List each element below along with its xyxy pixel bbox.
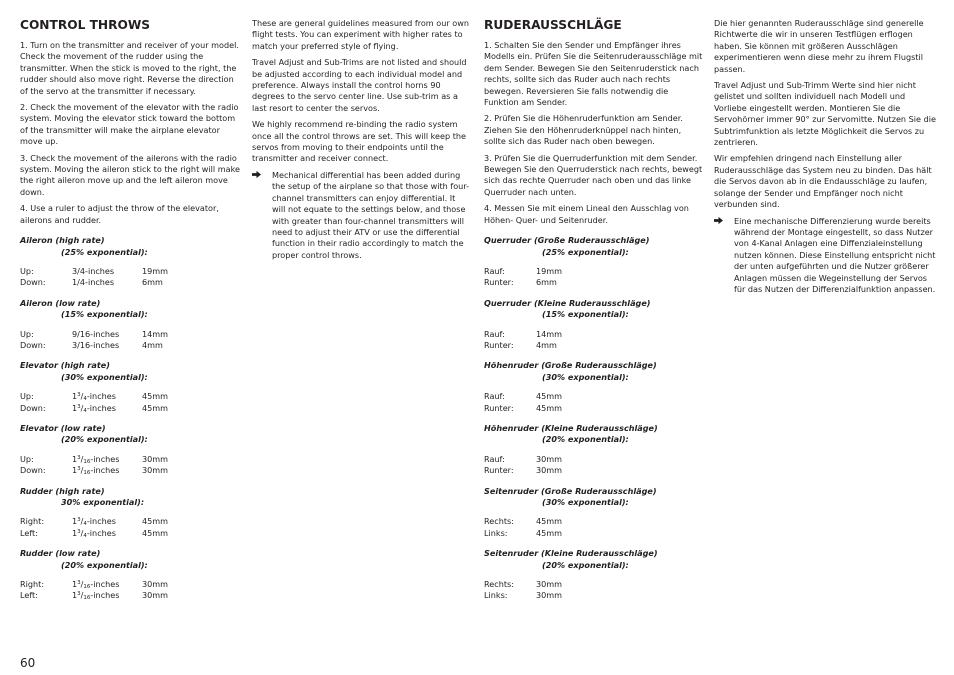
section-rows: [484, 266, 704, 289]
throw-section: [484, 423, 704, 477]
throw-row: [484, 329, 704, 340]
section-subtitle: (30% exponential):: [542, 371, 629, 382]
throw-section: [484, 235, 704, 289]
section-rows: [20, 454, 242, 477]
throw-mm: 30mm: [142, 453, 169, 464]
arrow-right-icon: [252, 170, 272, 261]
english-guideline-paragraph: These are general guidelines measured from our own flight tests. You can experiment with higher rates to match your preferred style of flying.: [252, 18, 469, 51]
throw-section: [484, 360, 704, 414]
section-rows: [484, 516, 704, 539]
english-note-text: Mechanical differential has been added during the setup of the airplane so that those with four-channel transmitters can enjoy differential. It will not equate to the settings below, and those with greater than four-channel transmitters will need to adjust their ATV or use the differential function in their radio accordingly to match the proper control throws.: [272, 169, 470, 260]
english-intro-1: 1. Turn on the transmitter and receiver of your model. Check the movement of the rudder using the transmitter. When the stick is moved to the right, the rudder should also move right. Reverse the direction of the servo at the transmitter if necessary.: [20, 40, 239, 96]
throw-row: [484, 391, 704, 402]
arrow-right-icon: [714, 216, 734, 296]
throw-row: [484, 266, 704, 277]
english-intro-3: 3. Check the movement of the ailerons with the radio system. Moving the aileron stick to the right will make the right aileron move up and the left aileron move down.: [20, 152, 240, 197]
throw-row: [20, 579, 242, 590]
throw-mm: 30mm: [536, 465, 563, 476]
german-note-text: Eine mechanische Differenzierung wurde bereits während der Montage eingestellt, so dass Nutzer von 4-Kanal Anlagen eine Diffenzialeinstellung nutzen können. Diese Einstellung entspricht nicht der unten aufgeführten und die Nutzer größerer Anlagen müssen die Wegeinstellung der Servos für das Nutzen der Differenzialfunktion anpassen.: [734, 215, 936, 294]
english-heading: CONTROL THROWS: [20, 18, 151, 32]
section-title: Elevator (high rate): [20, 360, 110, 371]
fraction-numerator: 3: [77, 580, 81, 587]
throw-section: [484, 486, 704, 540]
throw-inches: $1^3/_4$-inches: [72, 391, 116, 403]
inch-whole: 1: [72, 579, 78, 590]
section-subtitle: (20% exponential):: [542, 559, 629, 570]
english-rebind-paragraph: We highly recommend re-binding the radio system once all the control throws are set. This will keep the servos from moving to their endpoints until the transmitter and receiver connect.: [252, 119, 466, 164]
inch-unit: -inches: [86, 391, 116, 402]
english-travel-adjust-paragraph: Travel Adjust and Sub-Trims are not listed and should be adjusted according to each individual model and preference. Always install the control horns 90 degrees to the servo center line. Use sub-trim as a last resort to center the servos.: [252, 57, 467, 113]
german-guideline-paragraph: Die hier genannten Ruderausschläge sind generelle Richtwerte die wir in unseren Testflügen erflogen haben. Sie können mit größeren Ausschlägen experimentieren wenn diese mehr zu ihrem Flugstil passen.: [714, 18, 924, 74]
throw-row: [484, 454, 704, 465]
english-column-2: [252, 18, 470, 261]
section-subtitle: (20% exponential):: [542, 434, 629, 445]
throw-row: [484, 579, 704, 590]
throw-direction: Right:: [20, 516, 45, 527]
section-rows: [20, 391, 242, 414]
throw-direction: Up:: [20, 453, 34, 464]
throw-mm: 45mm: [536, 516, 563, 527]
throw-mm: 45mm: [536, 391, 563, 402]
section-title: Rudder (high rate): [20, 485, 105, 496]
inch-whole: 1/4-inches: [72, 277, 115, 288]
throw-section: [484, 548, 704, 602]
section-rows: [20, 516, 242, 539]
throw-row: [484, 465, 704, 476]
english-column-1: [20, 18, 242, 602]
throw-row: [20, 277, 242, 288]
inch-whole: 1: [72, 402, 78, 413]
throw-mm: 19mm: [536, 265, 563, 276]
inch-whole: 3/16-inches: [72, 339, 120, 350]
throw-row: [20, 329, 242, 340]
inch-unit: -inches: [90, 579, 120, 590]
throw-mm: 30mm: [536, 453, 563, 464]
section-rows: [484, 454, 704, 477]
inch-unit: -inches: [86, 527, 116, 538]
throw-mm: 45mm: [142, 391, 169, 402]
throw-inches: [72, 266, 142, 277]
section-subtitle: (30% exponential):: [542, 497, 629, 507]
inch-unit: -inches: [86, 402, 116, 413]
throw-direction: Runter:: [484, 402, 514, 413]
throw-mm: 30mm: [142, 465, 169, 476]
throw-mm: 14mm: [142, 328, 169, 339]
throw-direction: Down:: [20, 402, 46, 413]
throw-mm: 30mm: [536, 590, 563, 601]
inch-whole: 9/16-inches: [72, 328, 120, 339]
german-intro-2: 2. Prüfen Sie die Höhenruderfunktion am Sender. Ziehen Sie den Höhenruderknüppel nach hinten, sollte sich das Ruder nach oben bewegen.: [484, 113, 683, 147]
throw-row: [484, 403, 704, 414]
fraction-denominator: 4: [83, 521, 87, 528]
throw-mm: 4mm: [536, 339, 557, 350]
german-intro-3: 3. Prüfen Sie die Querruderfunktion mit dem Sender. Bewegen Sie den Querruderstick nach rechts, bewegt sich das rechte Querruder nach oben und das linke Querruder nach unten.: [484, 152, 703, 197]
throw-row: [20, 590, 242, 601]
fraction-denominator: 16: [83, 458, 91, 465]
throw-mm: 6mm: [536, 277, 557, 288]
fraction-numerator: 3: [77, 517, 81, 524]
throw-direction: Rauf:: [484, 328, 505, 339]
throw-direction: Runter:: [484, 465, 514, 476]
throw-direction: Right:: [20, 579, 45, 590]
throw-direction: Down:: [20, 277, 46, 288]
throw-mm: 45mm: [536, 527, 563, 538]
section-title: Aileron (high rate): [20, 235, 105, 246]
german-travel-adjust-paragraph: Travel Adjust und Sub-Trimm Werte sind hier nicht gelistet und sollten individuell nach Modell und Vorliebe eingestellt werden. Montieren Sie die Servohörner immer 90° zur Servomitte. Nutzen Sie die Subtrimfunktion als letzte Möglichkeit die Servos zu zentrieren.: [714, 80, 936, 148]
throw-mm: 30mm: [142, 579, 169, 590]
throw-row: [20, 516, 242, 527]
german-column-2: [714, 18, 936, 295]
fraction-numerator: 3: [77, 454, 81, 461]
section-rows: [484, 579, 704, 602]
throw-row: [20, 340, 242, 351]
inch-whole: 1: [72, 590, 78, 601]
inch-unit: -inches: [90, 465, 120, 476]
page-number: 60: [20, 656, 36, 670]
inch-whole: 1: [72, 516, 78, 527]
german-column-1: [484, 18, 704, 602]
english-throw-sections: [20, 235, 242, 602]
section-subtitle: (25% exponential):: [542, 246, 629, 257]
throw-direction: Down:: [20, 339, 46, 350]
german-throw-sections: [484, 235, 704, 602]
fraction-numerator: 3: [77, 528, 81, 535]
english-intro-2: 2. Check the movement of the elevator with the radio system. Moving the elevator stick toward the bottom of the transmitter will make the airplane elevator move up.: [20, 102, 239, 147]
throw-row: [20, 403, 242, 414]
throw-direction: Runter:: [484, 339, 514, 350]
throw-inches: $1^3/_{16}$-inches: [72, 579, 120, 591]
throw-mm: 45mm: [142, 516, 169, 527]
section-title: Höhenruder (Große Ruderausschläge): [484, 360, 657, 371]
section-title: Querruder (Kleine Ruderausschläge): [484, 297, 651, 308]
throw-section: [20, 548, 242, 602]
section-rows: [20, 329, 242, 352]
fraction-denominator: 16: [83, 584, 91, 591]
german-intro-1: 1. Schalten Sie den Sender und Empfänger ihres Modells ein. Prüfen Sie die Seitenruderausschläge mit dem Sender. Bewegen Sie den Seitenruderstick nach rechts, sollte sich das Ruder auch nach rechts bewegen. Reversieren Sie falls notwendig die Funktion am Sender.: [484, 40, 703, 108]
throw-row: [484, 340, 704, 351]
fraction-numerator: 3: [77, 403, 81, 410]
throw-section: [20, 298, 242, 352]
german-rebind-paragraph: Wir empfehlen dringend nach Einstellung aller Ruderausschläge das System neu zu binden. Das hält die Servos davon ab in die Endausschläge zu laufen, solange der Sender und Empfänger noch nicht verbunden sind.: [714, 153, 932, 210]
throw-inches: $1^3/_4$-inches: [72, 402, 116, 414]
throw-direction: Left:: [20, 527, 38, 538]
fraction-numerator: 3: [77, 466, 81, 473]
section-subtitle: (30% exponential):: [61, 371, 148, 382]
fraction-denominator: 4: [83, 396, 87, 403]
throw-direction: Rauf:: [484, 453, 505, 464]
throw-row: [484, 516, 704, 527]
throw-direction: Runter:: [484, 277, 514, 288]
german-differential-note: [714, 216, 936, 296]
throw-mm: 45mm: [142, 402, 169, 413]
throw-mm: 4mm: [142, 339, 163, 350]
section-title: Höhenruder (Kleine Ruderausschläge): [484, 422, 658, 433]
throw-direction: Rechts:: [484, 516, 514, 527]
throw-section: [20, 486, 242, 540]
throw-mm: 6mm: [142, 277, 163, 288]
fraction-denominator: 16: [83, 470, 91, 477]
inch-unit: -inches: [90, 590, 120, 601]
throw-direction: Up:: [20, 265, 34, 276]
throw-inches: $1^3/_4$-inches: [72, 516, 116, 528]
throw-inches: $1^3/_{16}$-inches: [72, 465, 120, 477]
throw-row: [484, 528, 704, 539]
throw-section: [20, 360, 242, 414]
section-rows: [484, 329, 704, 352]
throw-inches: $1^3/_{16}$-inches: [72, 590, 120, 602]
throw-direction: Links:: [484, 590, 508, 601]
throw-row: [20, 465, 242, 476]
fraction-denominator: 16: [83, 595, 91, 602]
throw-direction: Rauf:: [484, 265, 505, 276]
english-intro-4: 4. Use a ruler to adjust the throw of the elevator, ailerons and rudder.: [20, 203, 219, 225]
throw-direction: Left:: [20, 590, 38, 601]
section-subtitle: (20% exponential):: [61, 434, 148, 445]
section-title: Rudder (low rate): [20, 548, 101, 559]
throw-section: [20, 423, 242, 477]
section-rows: [20, 266, 242, 289]
throw-inches: [72, 340, 142, 351]
throw-row: [20, 454, 242, 465]
throw-inches: $1^3/_{16}$-inches: [72, 453, 120, 465]
inch-whole: 1: [72, 527, 78, 538]
throw-row: [20, 266, 242, 277]
throw-direction: Down:: [20, 465, 46, 476]
section-title: Querruder (Große Ruderausschläge): [484, 235, 650, 246]
throw-direction: Links:: [484, 527, 508, 538]
inch-whole: 1: [72, 391, 78, 402]
section-title: Elevator (low rate): [20, 422, 106, 433]
section-subtitle: (20% exponential):: [61, 559, 148, 570]
german-heading: RUDERAUSSCHLÄGE: [484, 18, 622, 32]
section-rows: [484, 391, 704, 414]
throw-row: [484, 277, 704, 288]
english-differential-note: [252, 170, 470, 261]
inch-unit: -inches: [86, 516, 116, 527]
throw-mm: 19mm: [142, 265, 169, 276]
throw-direction: Up:: [20, 328, 34, 339]
section-subtitle: 30% exponential):: [61, 497, 145, 507]
throw-section: [484, 298, 704, 352]
throw-direction: Rechts:: [484, 579, 514, 590]
throw-mm: 14mm: [536, 328, 563, 339]
section-subtitle: (15% exponential):: [542, 309, 629, 320]
throw-mm: 30mm: [536, 579, 563, 590]
fraction-denominator: 4: [83, 407, 87, 414]
german-intro-4: 4. Messen Sie mit einem Lineal den Ausschlag von Höhen- Quer- und Seitenruder.: [484, 203, 689, 225]
throw-direction: Rauf:: [484, 391, 505, 402]
section-title: Seitenruder (Große Ruderausschläge): [484, 485, 657, 496]
throw-mm: 30mm: [142, 590, 169, 601]
throw-mm: 45mm: [536, 402, 563, 413]
inch-unit: -inches: [90, 453, 120, 464]
fraction-numerator: 3: [77, 591, 81, 598]
throw-row: [20, 528, 242, 539]
section-subtitle: (25% exponential):: [61, 246, 148, 257]
throw-section: [20, 235, 242, 289]
section-title: Aileron (low rate): [20, 297, 101, 308]
throw-row: [484, 590, 704, 601]
throw-inches: $1^3/_4$-inches: [72, 527, 116, 539]
inch-whole: 3/4-inches: [72, 265, 115, 276]
section-title: Seitenruder (Kleine Ruderausschläge): [484, 548, 658, 559]
section-rows: [20, 579, 242, 602]
inch-whole: 1: [72, 465, 78, 476]
throw-row: [20, 391, 242, 402]
throw-inches: [72, 329, 142, 340]
throw-mm: 45mm: [142, 527, 169, 538]
fraction-numerator: 3: [77, 392, 81, 399]
section-subtitle: (15% exponential):: [61, 309, 148, 320]
inch-whole: 1: [72, 453, 78, 464]
throw-inches: [72, 277, 142, 288]
throw-direction: Up:: [20, 391, 34, 402]
fraction-denominator: 4: [83, 532, 87, 539]
